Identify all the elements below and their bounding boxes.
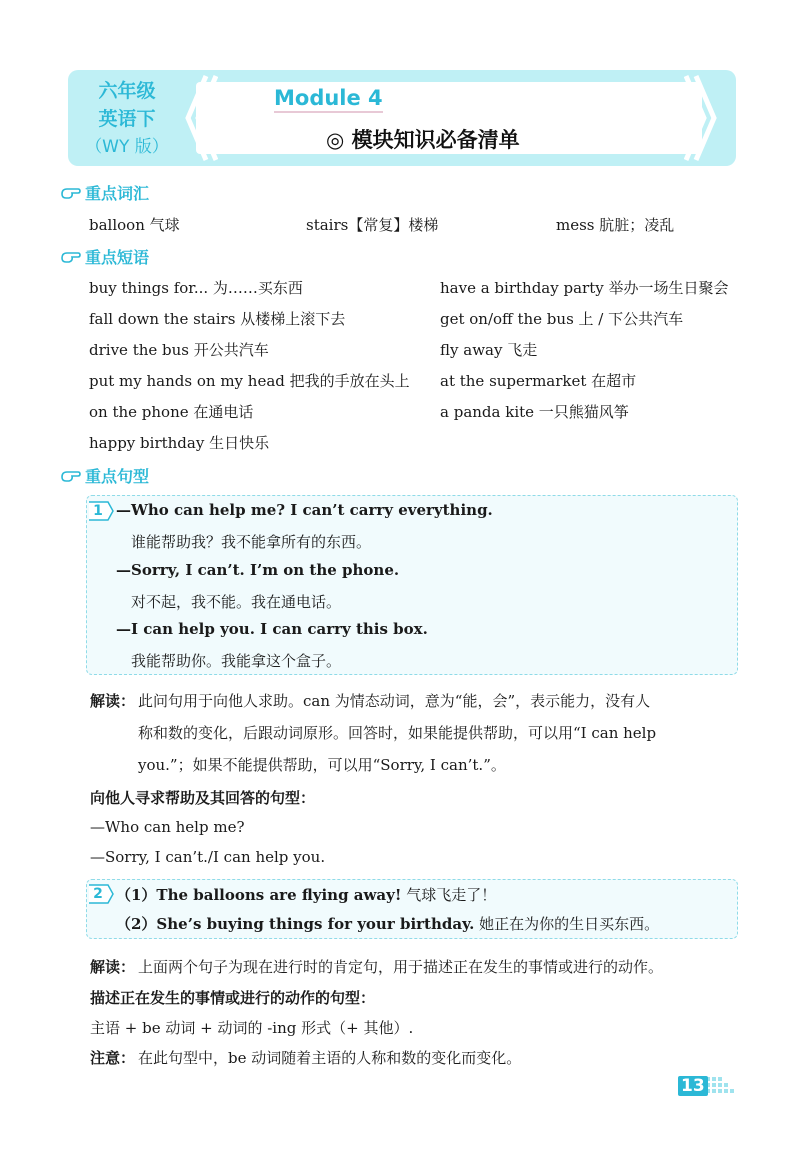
explain-text: 上面两个句子为现在进行时的肯定句，用于描述正在发生的事情或进行的动作。 (138, 958, 664, 976)
phrase-item: a panda kite 一只熊猫风筝 (440, 403, 629, 421)
explain-text: 此问句用于向他人求助。can 为情态动词，意为“能，会”，表示能力，没有人 (138, 692, 651, 710)
phrase-item: happy birthday 生日快乐 (89, 434, 270, 452)
example-sentence: （2）She’s buying things for your birthday. 她正在为你的生日买东西。 (116, 915, 660, 933)
edition-label: （WY 版） (85, 137, 169, 157)
phrase-item: have a birthday party 举办一场生日聚会 (440, 279, 729, 297)
phrase-item: at the supermarket 在超市 (440, 372, 637, 390)
vocab-item: mess 肮脏；凌乱 (556, 216, 675, 234)
section-title: ◎ 模块知识必备清单 (326, 128, 520, 152)
dialog-line-zh: 谁能帮助我？我不能拿所有的东西。 (131, 533, 372, 551)
note-label: 注意： (90, 1049, 136, 1067)
phrase-item: fall down the stairs 从楼梯上滚下去 (89, 310, 346, 328)
phrase-item: get on/off the bus 上 / 下公共汽车 (440, 310, 684, 328)
phrase-item: drive the bus 开公共汽车 (89, 341, 269, 359)
example-box-1 (86, 495, 738, 675)
explain-text: 称和数的变化，后跟动词原形。回答时，如果能提供帮助，可以用“I can help (138, 724, 657, 742)
pattern-title: 向他人寻求帮助及其回答的句型： (90, 789, 316, 807)
pattern-line: —Sorry, I can’t./I can help you. (90, 848, 326, 866)
vocab-heading-text: 重点词汇 (85, 184, 150, 203)
grade-label: 六年级 (98, 80, 156, 102)
explain-label: 解读： (90, 692, 136, 710)
pointing-hand-icon (60, 468, 82, 484)
dialog-line-zh: 我能帮助你。我能拿这个盒子。 (131, 652, 342, 670)
vocab-item: stairs【常复】楼梯 (306, 216, 439, 234)
dialog-line-en: —Sorry, I can’t. I’m on the phone. (116, 561, 400, 579)
pattern-line: —Who can help me? (90, 818, 245, 836)
dialog-line-en: —Who can help me? I can’t carry everything. (116, 501, 493, 519)
example-number-badge: 1 (88, 501, 114, 521)
vocab-heading (60, 181, 149, 204)
vocab-item: balloon 气球 (89, 216, 180, 234)
dialog-line-zh: 对不起，我不能。我在通电话。 (131, 593, 342, 611)
right-chevron-decoration (684, 74, 718, 162)
page-number-badge (676, 1073, 736, 1101)
phrases-heading (60, 245, 149, 268)
phrase-item: put my hands on my head 把我的手放在头上 (89, 372, 410, 390)
pattern-title: 描述正在发生的事情或进行的动作的句型： (90, 989, 376, 1007)
pattern-formula: 主语 + be 动词 + 动词的 -ing 形式（+ 其他）. (90, 1019, 414, 1037)
page-number: 13 (678, 1076, 708, 1096)
explain-text: you.”；如果不能提供帮助，可以用“Sorry, I can’t.”。 (138, 756, 506, 774)
example-number-badge: 2 (88, 884, 114, 904)
phrase-item: on the phone 在通电话 (89, 403, 254, 421)
phrases-heading-text: 重点短语 (85, 248, 150, 267)
phrase-item: buy things for... 为……买东西 (89, 279, 303, 297)
sentences-heading-text: 重点句型 (85, 467, 150, 486)
note-text: 在此句型中，be 动词随着主语的人称和数的变化而变化。 (138, 1049, 522, 1067)
example-sentence: （1）The balloons are flying away! 气球飞走了！ (116, 886, 497, 904)
grade-label-box (68, 70, 186, 166)
pointing-hand-icon (60, 249, 82, 265)
subject-label: 英语下 (98, 108, 156, 130)
pointing-hand-icon (60, 185, 82, 201)
phrase-item: fly away 飞走 (440, 341, 538, 359)
module-title: Module 4 (274, 86, 383, 113)
explain-label: 解读： (90, 958, 136, 976)
dialog-line-en: —I can help you. I can carry this box. (116, 620, 428, 638)
sentences-heading (60, 464, 149, 487)
